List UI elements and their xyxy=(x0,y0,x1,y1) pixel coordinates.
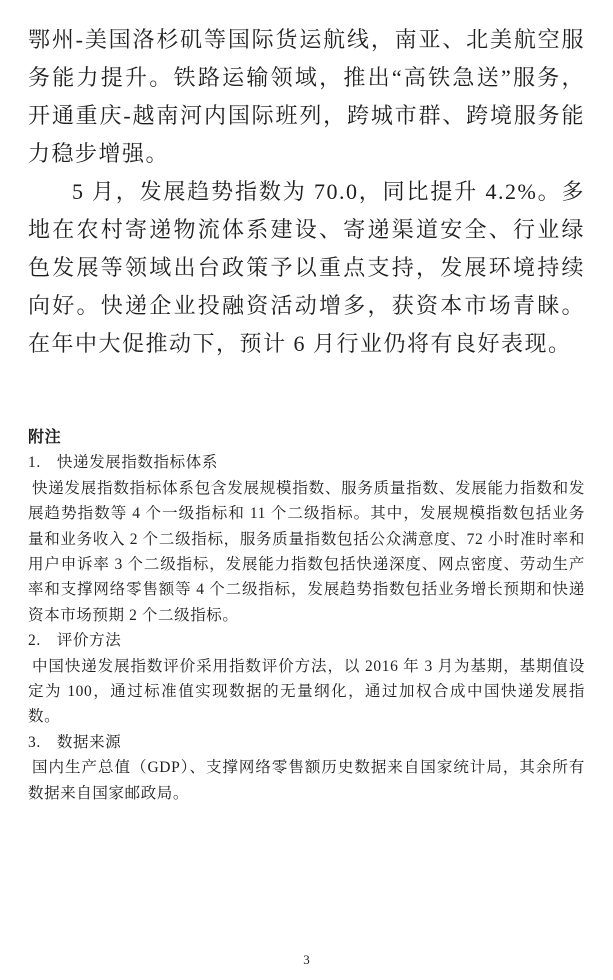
note-body: 中国快递发展指数评价采用指数评价方法，以 2016 年 3 月为基期，基期值设定为 100，通过标准值实现数据的无量纲化，通过加权合成中国快递发展指数。 xyxy=(28,657,585,726)
paragraph-continuation: 鄂州-美国洛杉矶等国际货运航线，南亚、北美航空服务能力提升。铁路运输领域，推出“高铁急送”服务，开通重庆-越南河内国际班列，跨城市群、跨境服务能力稳步增强。 xyxy=(28,27,585,166)
note-body: 快递发展指数指标体系包含发展规模指数、服务质量指数、发展能力指数和发展趋势指数等 4 个一级指标和 11 个二级指标。其中，发展规模指数包括业务量和业务收入 2 个二级指标，服务质量指数包括公众满意度、72 小时准时率和用户申诉率 3 个二级指标，发展能力指数包括快递深度、网点密度、劳动生产率和支撑网络零售额等 4 个二级指标，发展趋势指数包括业务增长预期和快递资本市场预期 2 个二级指标。 xyxy=(28,479,585,624)
note-item-2 xyxy=(28,628,585,730)
body-text-block xyxy=(28,21,585,363)
note-title: 2. 评价方法 xyxy=(28,632,122,650)
note-title: 3. 数据来源 xyxy=(28,733,122,751)
page-number: 3 xyxy=(303,952,310,967)
notes-heading: 附注 xyxy=(28,429,62,446)
paragraph-trend-index: 5 月，发展趋势指数为 70.0，同比提升 4.2%。多地在农村寄递物流体系建设、寄递渠道安全、行业绿色发展等领域出台政策予以重点支持，发展环境持续向好。快递企业投融资活动增多，获资本市场青睐。在年中大促推动下，预计 6 月行业仍将有良好表现。 xyxy=(28,179,585,356)
note-title: 1. 快递发展指数指标体系 xyxy=(28,454,218,472)
note-item-1 xyxy=(28,450,585,628)
note-body: 国内生产总值（GDP）、支撑网络零售额历史数据来自国家统计局，其余所有数据来自国家邮政局。 xyxy=(28,759,585,802)
note-item-3 xyxy=(28,730,585,806)
notes-section xyxy=(28,425,585,806)
